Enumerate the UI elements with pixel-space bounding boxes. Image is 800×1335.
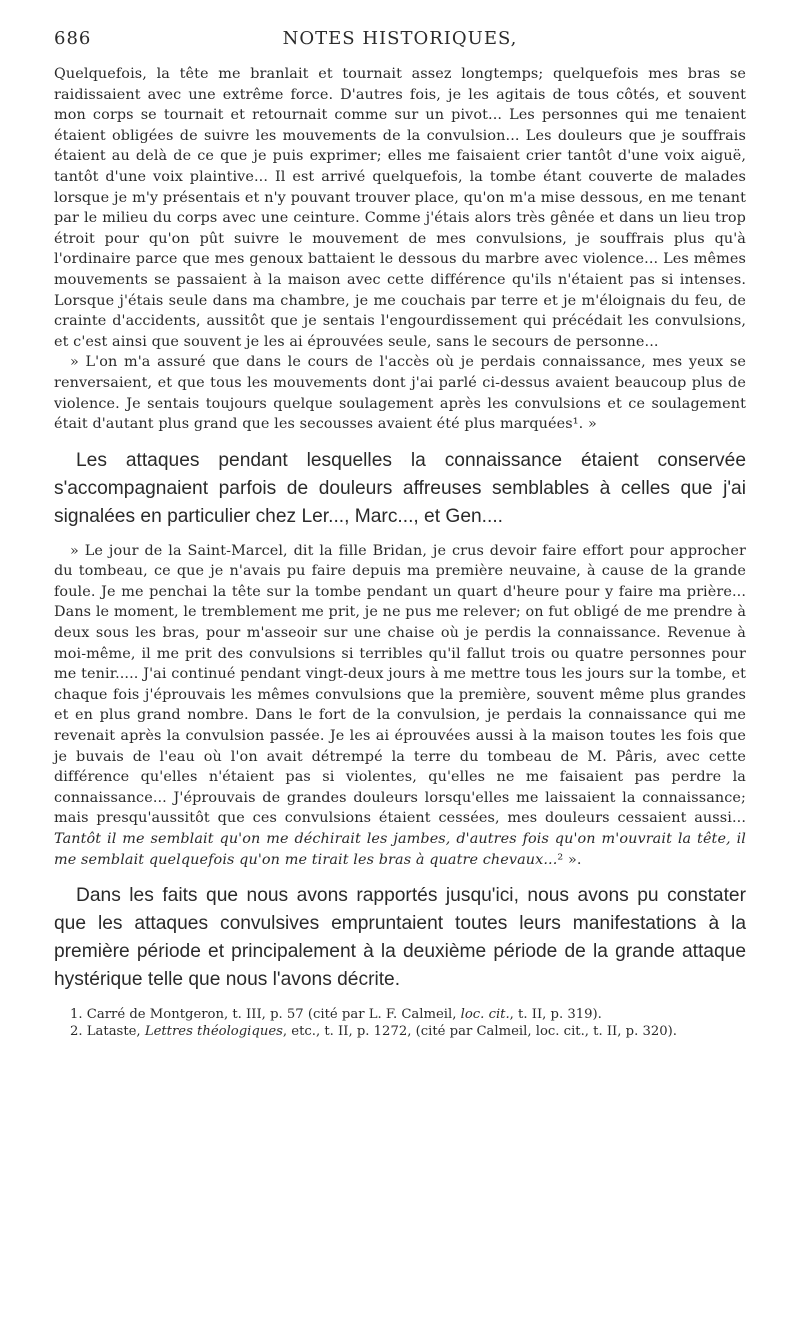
footnote-2-suffix: , etc., t. II, p. 1272, (cité par Calmeil, loc. cit., t. II, p. 320). xyxy=(282,1024,677,1040)
page-header xyxy=(54,28,746,54)
body-paragraph-1-block xyxy=(54,447,746,531)
footnote-1 xyxy=(54,1006,746,1023)
quote-block-1 xyxy=(54,64,746,435)
quote2-text: » Le jour de la Saint-Marcel, dit la fille Bridan, je crus devoir faire effort pour approcher du tombeau, ce que je n'avais pu faire depuis ma première neuvaine, à cause de la grande foule. Je me penchai la tête sur la tombe pendant un quart d'heure pour y faire ma prière... Dans le moment, le tremblement me prit, je ne pus me relever; on fut obligé de me prendre à deux sous les bras, pour m'asseoir sur une chaise où je perdis la connaissance. Revenue à moi-même, il me prit des convulsions si terribles qu'il fallut trois ou quatre personnes pour me tenir..... J'ai continué pendant vingt-deux jours à me mettre tous les jours sur la tombe, et chaque fois j'éprouvais les mêmes convulsions que la première, souvent même plus grandes et en plus grand nombre. Dans le fort de la convulsion, je perdais la connaissance qui me revenait après la convulsion passée. Je les ai éprouvées aussi à la maison toutes les fois que je buvais de l'eau où l'on avait détrempé la terre du tombeau de M. Pâris, avec cette différence qu'elles n'étaient pas si violentes, qu'elles ne me faisaient pas perdre la connaissance... J'éprouvais de grandes douleurs lorsqu'elles me laissaient la connaissance; mais presqu'aussitôt que ces convulsions étaient cessées, mes douleurs cessaient aussi... xyxy=(54,542,746,827)
footnote-2 xyxy=(54,1023,746,1040)
quote2-paragraph xyxy=(54,541,746,871)
quote-block-2 xyxy=(54,541,746,871)
quote1-paragraph-1: Quelquefois, la tête me branlait et tournait assez longtemps; quelquefois mes bras se raidissaient avec une extrême force. D'autres fois, je les agitais de tous côtés, et souvent mon corps se tournait et retournait comme sur un pivot... Les personnes qui me tenaient étaient obligées de suivre les mouvements de la convulsion... Les douleurs que je souffrais étaient au delà de ce que je puis exprimer; elles me faisaient crier tantôt d'une voix aiguë, tantôt d'une voix plaintive... Il est arrivé quelquefois, la tombe étant couverte de malades lorsque je m'y présentais et n'y pouvant trouver place, qu'on m'a mise dessous, en me tenant par le milieu du corps avec une ceinture. Comme j'étais alors très gênée et dans un lieu trop étroit pour qu'on pût suivre le mouvement de mes convulsions, je souffrais plus qu'à l'ordinaire parce que mes genoux battaient le dessous du marbre avec violence... Les mêmes mouvements se passaient à la maison avec cette différence qu'ils n'étaient pas si intenses. Lorsque j'étais seule dans ma chambre, je me couchais par terre et je m'éloignais du feu, de crainte d'accidents, aussitôt que je sentais l'engourdissement qui précédait les convulsions, et c'est ainsi que souvent je les ai éprouvées seule, sans le secours de personne... xyxy=(54,66,746,350)
footnotes xyxy=(54,1006,746,1040)
body-paragraph-2: Dans les faits que nous avons rapportés jusqu'ici, nous avons pu constater que les attaques convulsives empruntaient toutes leurs manifestations à la première période et principalement à la deuxième période de la grande attaque hystérique telle que nous l'avons décrite. xyxy=(54,885,746,991)
footnote-2-italic: Lettres théologiques xyxy=(144,1024,283,1040)
page-number: 686 xyxy=(54,28,92,49)
footnote-1-italic: loc. cit. xyxy=(460,1007,510,1023)
footnote-1-prefix: 1. Carré de Montgeron, t. III, p. 57 (cité par L. F. Calmeil, xyxy=(70,1007,461,1023)
body-paragraph-1: Les attaques pendant lesquelles la connaissance étaient conservée s'accompagnaient parfois de douleurs affreuses semblables à celles que j'ai signalées en particulier chez Ler..., Marc..., et Gen.... xyxy=(54,449,746,527)
quote2-end: ² ». xyxy=(557,851,582,868)
footnote-1-suffix: , t. II, p. 319). xyxy=(509,1007,602,1023)
quote1-paragraph-2: » L'on m'a assuré que dans le cours de l'accès où je perdais connaissance, mes yeux se renversaient, et que tous les mouvements dont j'ai parlé ci-dessus avaient beaucoup plus de violence. Je sentais toujours quelque soulagement après les convulsions et ce soulagement était d'autant plus grand que les secousses avaient été plus marquées¹. » xyxy=(54,354,746,433)
quote2-italic: Tantôt il me semblait qu'on me déchirait les jambes, d'autres fois qu'on m'ouvrait la tête, il me semblait quelquefois qu'on me tirait les bras à quatre chevaux... xyxy=(54,831,746,868)
running-title: NOTES HISTORIQUES, xyxy=(282,28,518,49)
footnote-2-prefix: 2. Lataste, xyxy=(70,1024,145,1040)
body-paragraph-2-block xyxy=(54,882,746,994)
